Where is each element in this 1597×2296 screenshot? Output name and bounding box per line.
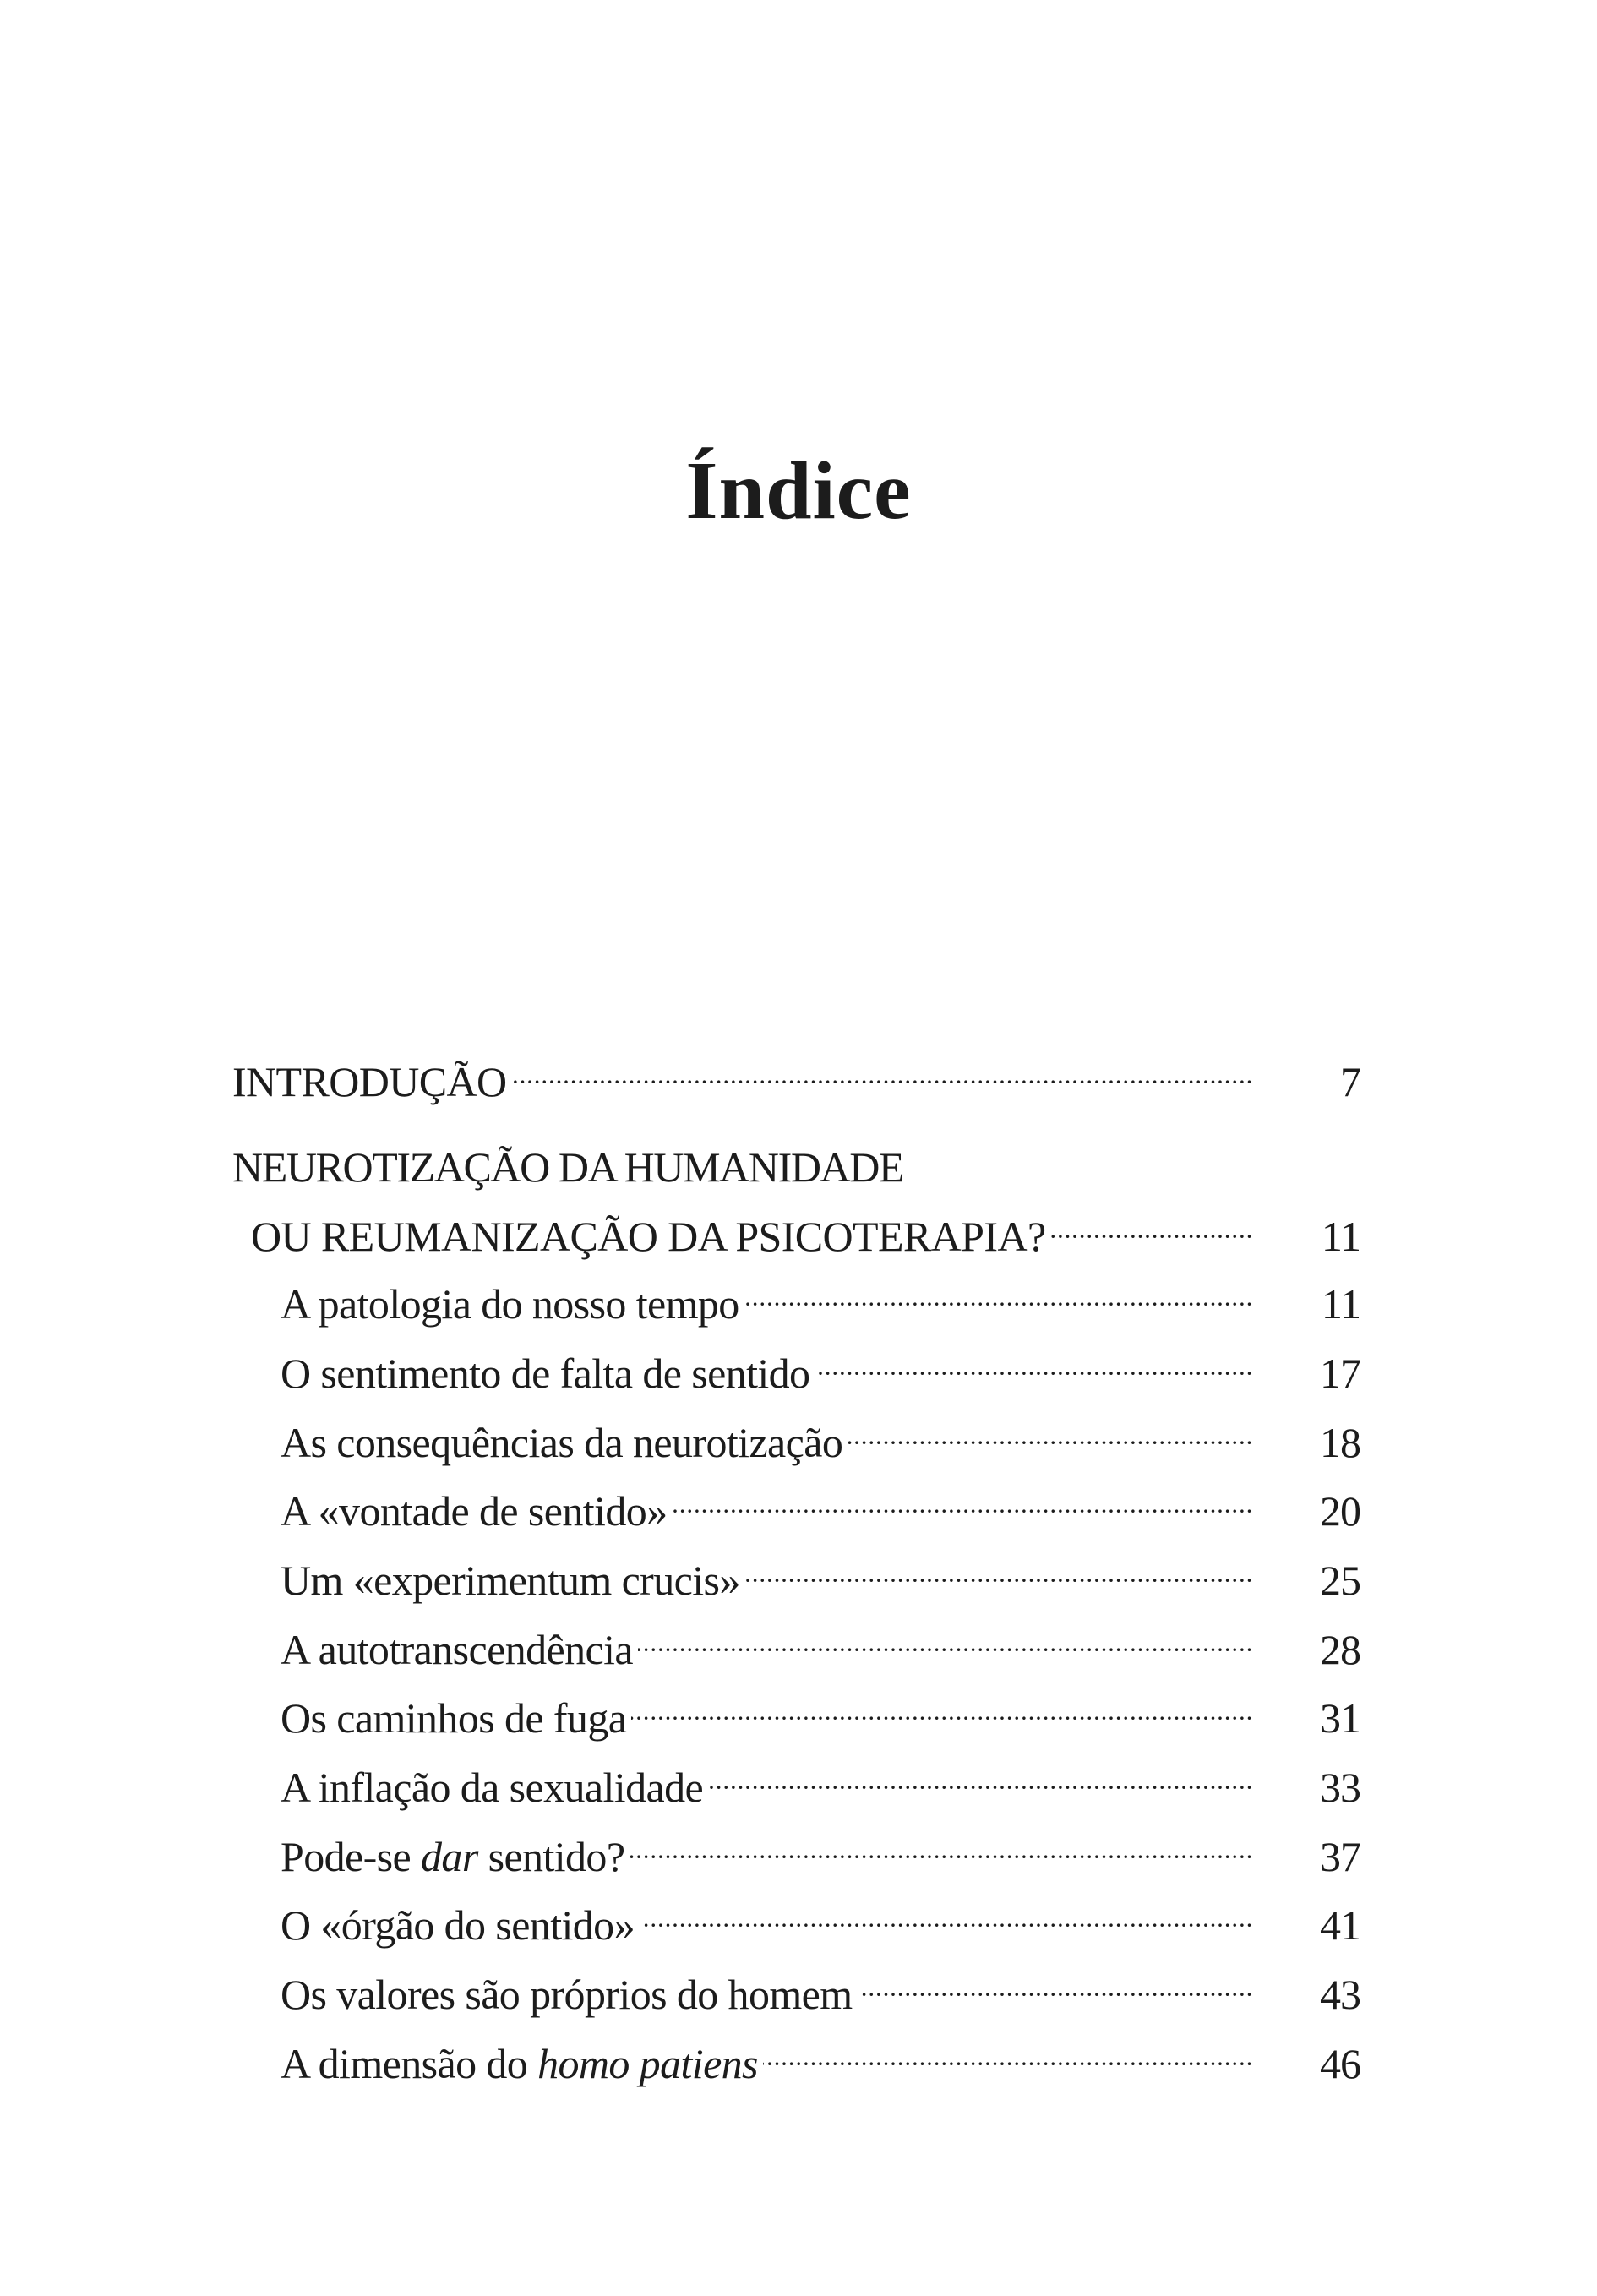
dot-leader: [744, 1268, 1251, 1318]
label-text: A dimensão do: [281, 2040, 538, 2087]
toc-section-sentimento[interactable]: [281, 1337, 1360, 1397]
dot-leader: [638, 1613, 1251, 1664]
toc-entry-page: 7: [1340, 1058, 1360, 1105]
toc-entry-label: [281, 2038, 758, 2089]
toc-section-valores[interactable]: [281, 1958, 1360, 2018]
toc-entry-label: Os caminhos de fuga: [281, 1694, 627, 1742]
toc-entry-page: 11: [1321, 1280, 1360, 1328]
toc-entry-introducao[interactable]: [232, 1045, 1360, 1105]
label-italic-text: homo patiens: [537, 2040, 758, 2087]
toc-entry-label: A patologia do nosso tempo: [281, 1280, 739, 1328]
label-text: sentido?: [477, 1833, 625, 1880]
toc-section-consequencias[interactable]: [281, 1406, 1360, 1466]
toc-section-autotranscendencia[interactable]: [281, 1613, 1360, 1673]
dot-leader: [630, 1820, 1251, 1871]
dot-leader: [673, 1475, 1251, 1525]
dot-leader: [848, 1406, 1251, 1457]
toc-entry-label: OU REUMANIZAÇÃO DA PSICOTERAPIA?: [251, 1213, 1046, 1260]
toc-entry-label: Os valores são próprios do homem: [281, 1971, 853, 2018]
dot-leader: [512, 1045, 1251, 1096]
toc-entry-page: 37: [1320, 1833, 1360, 1880]
label-italic-text: dar: [421, 1833, 478, 1880]
toc-section-patologia[interactable]: [281, 1268, 1360, 1328]
toc-entry-label: A «vontade de sentido»: [281, 1487, 668, 1535]
toc-entry-label: A autotranscendência: [281, 1626, 633, 1673]
dot-leader: [631, 1682, 1251, 1732]
dot-leader: [1051, 1200, 1251, 1251]
toc-entry-label: O «órgão do sentido»: [281, 1901, 635, 1949]
toc-section-caminhos[interactable]: [281, 1682, 1360, 1742]
page-title: Índice: [685, 444, 912, 537]
toc-entry-label: A inflação da sexualidade: [281, 1764, 704, 1811]
dot-leader: [708, 1751, 1251, 1802]
toc-entry-label: O sentimento de falta de sentido: [281, 1350, 810, 1397]
toc-entry-label: [281, 1831, 624, 1882]
toc-section-inflacao[interactable]: [281, 1751, 1360, 1811]
toc-section-vontade[interactable]: [281, 1475, 1360, 1535]
dot-leader: [745, 1544, 1251, 1595]
toc-entry-page: 31: [1320, 1694, 1360, 1742]
toc-section-orgao[interactable]: [281, 1889, 1360, 1949]
toc-entry-label: As consequências da neurotização: [281, 1419, 843, 1466]
toc-entry-page: 43: [1320, 1971, 1360, 2018]
toc-section-experimentum[interactable]: [281, 1544, 1360, 1604]
toc-section-homo-patiens[interactable]: [281, 2027, 1360, 2087]
dot-leader: [763, 2027, 1251, 2078]
toc-entry-page: 11: [1321, 1213, 1360, 1260]
dot-leader: [640, 1889, 1251, 1939]
toc-entry-label: INTRODUÇÃO: [232, 1058, 507, 1105]
toc-section-dar-sentido[interactable]: [281, 1820, 1360, 1880]
toc-entry-page: 17: [1320, 1350, 1360, 1397]
toc-chapter-title-line1[interactable]: [232, 1142, 903, 1192]
toc-entry-page: 28: [1320, 1626, 1360, 1673]
dot-leader: [815, 1337, 1251, 1388]
toc-entry-label: NEUROTIZAÇÃO DA HUMANIDADE: [232, 1143, 904, 1191]
toc-entry-page: 46: [1320, 2040, 1360, 2087]
toc-entry-page: 41: [1320, 1901, 1360, 1949]
toc-entry-neurotizacao[interactable]: [251, 1200, 1360, 1260]
toc-entry-page: 20: [1320, 1487, 1360, 1535]
toc-entry-label: Um «experimentum crucis»: [281, 1557, 740, 1604]
dot-leader: [858, 1958, 1251, 2009]
toc-entry-page: 18: [1320, 1419, 1360, 1466]
label-text: Pode-se: [281, 1833, 422, 1880]
toc-entry-page: 33: [1320, 1764, 1360, 1811]
toc-entry-page: 25: [1320, 1557, 1360, 1604]
